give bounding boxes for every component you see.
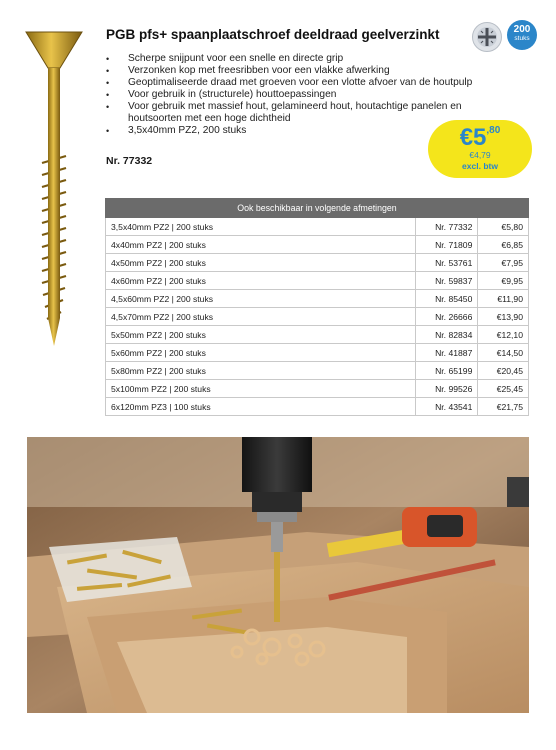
price-cell: €6,85 — [478, 236, 529, 254]
size-cell: 4,5x60mm PZ2 | 200 stuks — [106, 290, 416, 308]
price-cell: €7,95 — [478, 254, 529, 272]
table-row — [106, 290, 529, 308]
price-cell: €5,80 — [478, 218, 529, 236]
screw-product-image — [24, 28, 84, 348]
feature-item: • Scherpe snijpunt voor een snelle en directe grip — [106, 53, 506, 65]
nr-cell: Nr. 82834 — [416, 326, 478, 344]
size-cell: 3,5x40mm PZ2 | 200 stuks — [106, 218, 416, 236]
size-cell: 5x50mm PZ2 | 200 stuks — [106, 326, 416, 344]
table-row — [106, 362, 529, 380]
feature-item: • Voor gebruik in (structurele) houttoepassingen — [106, 89, 506, 101]
size-cell: 5x80mm PZ2 | 200 stuks — [106, 362, 416, 380]
nr-cell: Nr. 41887 — [416, 344, 478, 362]
drill-driving-screw-into-wood-photo — [27, 437, 529, 713]
pack-count-badge — [507, 20, 537, 50]
price-cell: €12,10 — [478, 326, 529, 344]
feature-item: • 3,5x40mm PZ2, 200 stuks — [106, 125, 506, 137]
nr-cell: Nr. 71809 — [416, 236, 478, 254]
price-cell: €21,75 — [478, 398, 529, 416]
product-title: PGB pfs+ spaanplaatschroef deeldraad geelverzinkt — [106, 27, 440, 42]
nr-cell: Nr. 26666 — [416, 308, 478, 326]
table-row — [106, 308, 529, 326]
price-whole: €5 — [459, 124, 487, 151]
feature-item: • Voor gebruik met massief hout, gelamineerd hout, houtachtige panelen en houtsoorten met een hoge dichtheid — [106, 101, 506, 125]
size-cell: 4x50mm PZ2 | 200 stuks — [106, 254, 416, 272]
price-cell: €25,45 — [478, 380, 529, 398]
size-cell: 4x60mm PZ2 | 200 stuks — [106, 272, 416, 290]
size-cell: 5x60mm PZ2 | 200 stuks — [106, 344, 416, 362]
article-number: Nr. 77332 — [106, 155, 153, 167]
pack-unit: stuks — [514, 35, 530, 42]
price-cell: €9,95 — [478, 272, 529, 290]
table-row — [106, 380, 529, 398]
pozidriv-icon — [472, 22, 502, 52]
price-cell: €13,90 — [478, 308, 529, 326]
table-row — [106, 236, 529, 254]
price-cents: ,80 — [486, 125, 501, 136]
price-tag — [428, 120, 532, 178]
price-cell: €20,45 — [478, 362, 529, 380]
nr-cell: Nr. 59837 — [416, 272, 478, 290]
table-row — [106, 326, 529, 344]
nr-cell: Nr. 99526 — [416, 380, 478, 398]
nr-cell: Nr. 65199 — [416, 362, 478, 380]
nr-cell: Nr. 53761 — [416, 254, 478, 272]
size-cell: 4,5x70mm PZ2 | 200 stuks — [106, 308, 416, 326]
price-cell: €14,50 — [478, 344, 529, 362]
price-main — [428, 124, 532, 152]
size-cell: 5x100mm PZ2 | 200 stuks — [106, 380, 416, 398]
price-cell: €11,90 — [478, 290, 529, 308]
nr-cell: Nr. 85450 — [416, 290, 478, 308]
price-excl-label: excl. btw — [462, 161, 498, 171]
table-row — [106, 254, 529, 272]
nr-cell: Nr. 77332 — [416, 218, 478, 236]
nr-cell: Nr. 43541 — [416, 398, 478, 416]
table-row — [106, 272, 529, 290]
price-excl-value: €4,79 — [469, 150, 491, 160]
size-cell: 6x120mm PZ3 | 100 stuks — [106, 398, 416, 416]
pack-count: 200 — [513, 24, 531, 35]
sizes-table — [105, 198, 529, 416]
table-row — [106, 344, 529, 362]
feature-item: • Verzonken kop met freesribben voor een vlakke afwerking — [106, 65, 506, 77]
table-row — [106, 398, 529, 416]
size-cell: 4x40mm PZ2 | 200 stuks — [106, 236, 416, 254]
feature-item: • Geoptimaliseerde draad met groeven voor een vlotte afvoer van de houtpulp — [106, 77, 506, 89]
sizes-table-header: Ook beschikbaar in volgende afmetingen — [106, 199, 529, 218]
table-row — [106, 218, 529, 236]
